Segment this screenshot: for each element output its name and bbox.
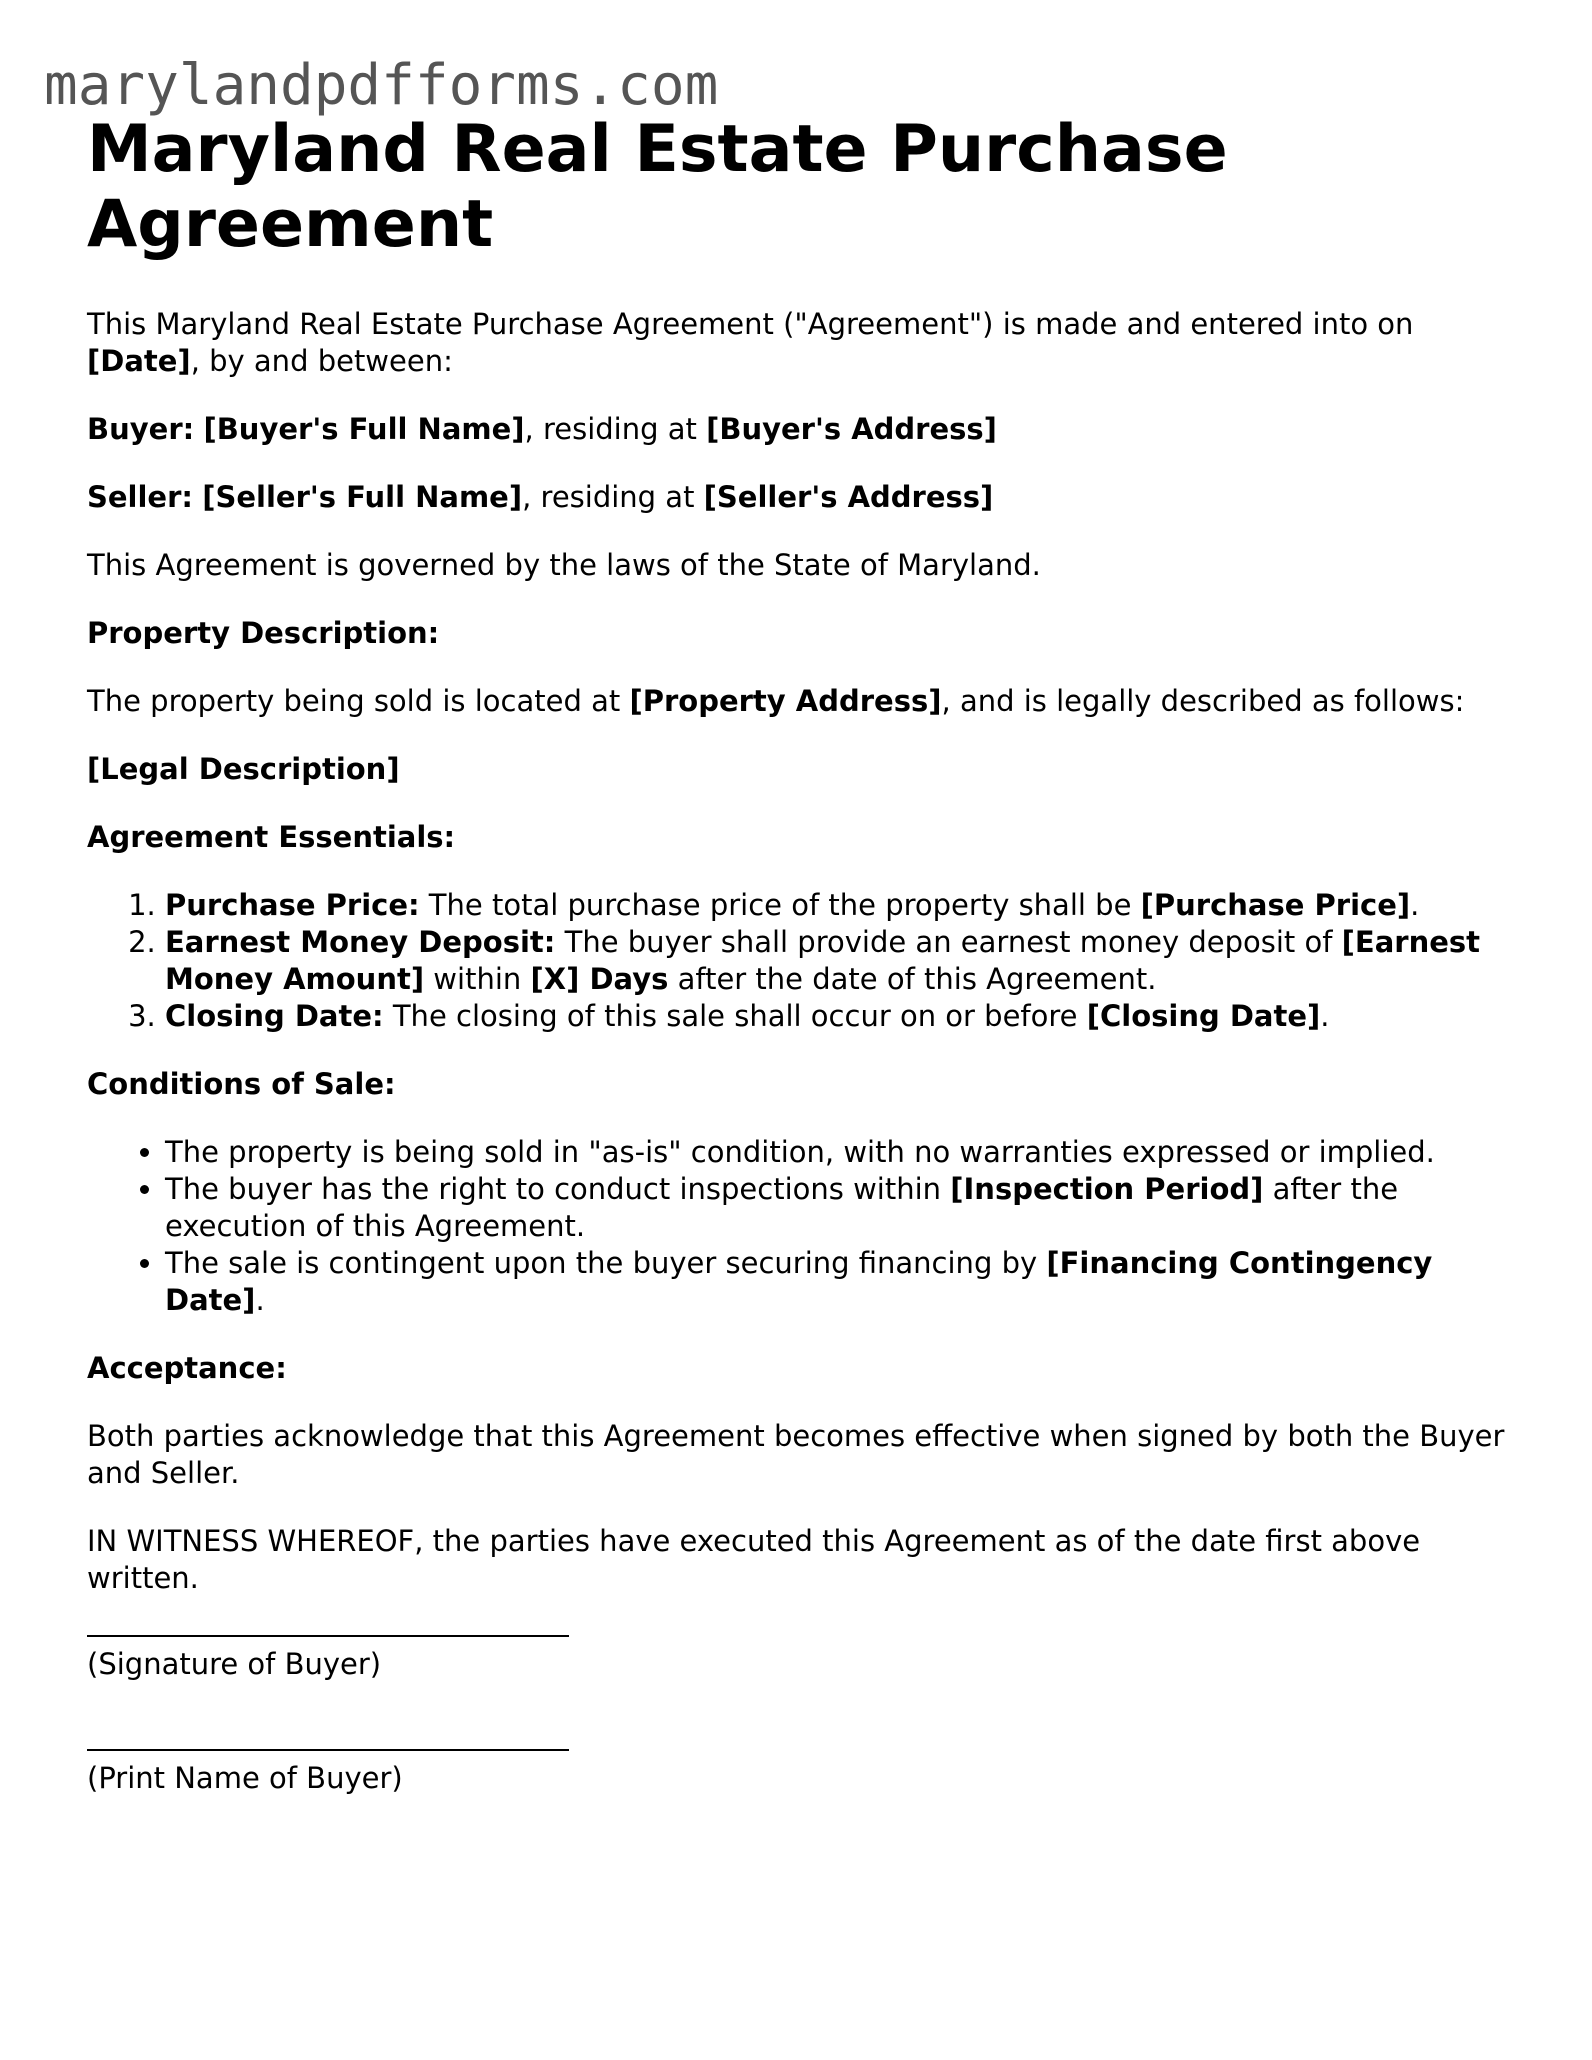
property-text-2: , and is legally described as follows: [941,684,1465,718]
essentials-heading-text: Agreement Essentials: [87,820,456,854]
buyer-signature-label: (Signature of Buyer) [87,1647,382,1681]
property-heading [87,615,1517,652]
purchase-price-placeholder: [Purchase Price] [1140,888,1411,922]
conditions-list [87,1134,1517,1319]
buyer-address-placeholder: [Buyer's Address] [706,412,997,446]
intro-text-2: , by and between: [190,344,453,378]
seller-line [87,479,1517,516]
closing-date-label: Closing Date: [165,999,384,1033]
property-paragraph [87,683,1517,720]
seller-residing-text: , residing at [522,480,704,514]
acceptance-paragraph: Both parties acknowledge that this Agreement becomes effective when signed by both the Buyer and Seller. [87,1419,1505,1490]
earnest-money-text-1: The buyer shall provide an earnest money deposit of [555,925,1342,959]
financing-date-placeholder: [Financing Contingency Date] [165,1246,1433,1317]
document-page [87,112,1517,1797]
earnest-days-placeholder: [X] Days [530,962,669,996]
earnest-money-placeholder: [Earnest Money Amount] [165,925,1481,996]
conditions-heading [87,1066,1517,1103]
essentials-heading [87,819,1517,856]
essentials-item-purchase-price [165,887,1517,924]
seller-address-placeholder: [Seller's Address] [703,480,994,514]
inspection-period-placeholder: [Inspection Period] [950,1172,1264,1206]
earnest-money-text-2: within [424,962,531,996]
purchase-price-text-2: . [1410,888,1420,922]
intro-paragraph [87,306,1517,380]
condition-as-is-text: The property is being sold in "as-is" condition, with no warranties expressed or implied. [165,1135,1435,1169]
property-address-placeholder: [Property Address] [629,684,942,718]
condition-inspection-text-1: The buyer has the right to conduct inspections within [165,1172,951,1206]
property-text-1: The property being sold is located at [87,684,630,718]
earnest-money-text-3: after the date of this Agreement. [668,962,1157,996]
document-title: Maryland Real Estate Purchase Agreement [87,112,1228,262]
essentials-list [87,887,1517,1035]
condition-as-is [165,1134,1517,1171]
intro-text-1: This Maryland Real Estate Purchase Agreement ("Agreement") is made and entered into on [87,307,1414,341]
buyer-print-name-label: (Print Name of Buyer) [87,1761,403,1795]
purchase-price-text-1: The total purchase price of the property shall be [419,888,1141,922]
buyer-label: Buyer: [87,412,195,446]
condition-financing [165,1245,1517,1319]
legal-description [87,751,1517,788]
buyer-signature-line[interactable] [87,1635,569,1637]
acceptance-heading [87,1350,1517,1387]
conditions-heading-text: Conditions of Sale: [87,1067,396,1101]
legal-description-placeholder: [Legal Description] [87,752,400,786]
condition-inspection [165,1171,1517,1245]
signature-block [87,1635,1517,1797]
earnest-money-label: Earnest Money Deposit: [165,925,556,959]
seller-label: Seller: [87,480,194,514]
witness-paragraph: IN WITNESS WHEREOF, the parties have executed this Agreement as of the date first above written. [87,1524,1421,1595]
buyer-name-placeholder: [Buyer's Full Name] [203,412,525,446]
seller-name-placeholder: [Seller's Full Name] [202,480,523,514]
acceptance-heading-text: Acceptance: [87,1351,287,1385]
condition-inspection-text-2: after the execution of this Agreement. [165,1172,1399,1243]
purchase-price-label: Purchase Price: [165,888,420,922]
essentials-item-closing-date [165,998,1517,1035]
property-heading-text: Property Description: [87,616,440,650]
date-placeholder: [Date] [87,344,191,378]
closing-date-text-2: . [1320,999,1330,1033]
closing-date-text-1: The closing of this sale shall occur on or before [383,999,1087,1033]
essentials-item-earnest-money [165,924,1517,998]
closing-date-placeholder: [Closing Date] [1086,999,1321,1033]
buyer-residing-text: , residing at [524,412,707,446]
condition-financing-text-1: The sale is contingent upon the buyer securing financing by [165,1246,1047,1280]
condition-financing-text-2: . [255,1283,265,1317]
watermark: marylandpdfforms.com [44,53,719,118]
buyer-line [87,411,1517,448]
governing-law-paragraph: This Agreement is governed by the laws of the State of Maryland. [87,548,1041,582]
signature-spacer [87,1683,1517,1749]
buyer-print-name-line[interactable] [87,1749,569,1751]
